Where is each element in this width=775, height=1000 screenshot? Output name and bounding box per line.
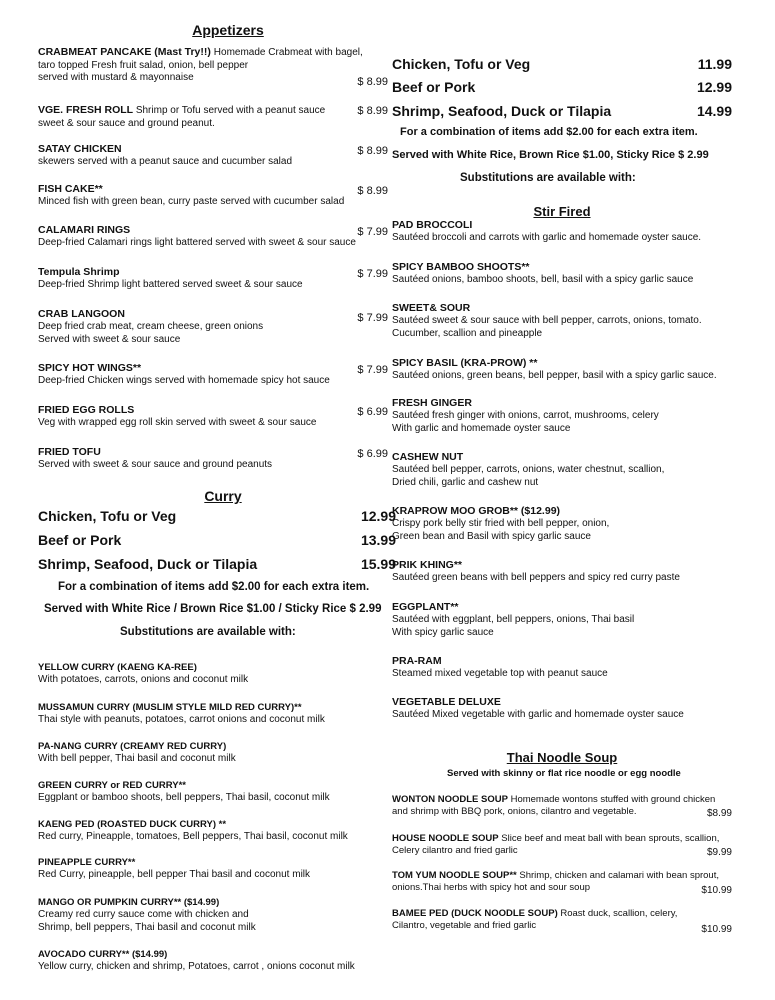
item-name: CALAMARI RINGS — [38, 224, 131, 236]
item-name: PRA-RAM — [392, 655, 442, 667]
item-name: MANGO OR PUMPKIN CURRY** ($14.99) — [38, 897, 220, 908]
price-value: 12.99 — [696, 79, 732, 95]
item-desc: sweet & sour sauce and ground peanut. — [38, 117, 215, 129]
item-name: PRIK KHING** — [392, 559, 463, 571]
item-desc: With spicy garlic sauce — [392, 626, 494, 638]
item-desc: Shrimp or Tofu served with a peanut sauce — [135, 105, 326, 116]
curry-item — [38, 701, 388, 727]
item-price: $10.99 — [701, 924, 732, 935]
item-desc: With potatoes, carrots, onions and coconut milk — [38, 674, 249, 685]
curry-item — [38, 896, 388, 934]
item-name: SWEET& SOUR — [392, 302, 471, 314]
appetizer-item — [38, 308, 388, 346]
appetizer-item — [38, 224, 388, 250]
item-price: $10.99 — [701, 885, 732, 896]
item-desc: Crispy pork belly stir fried with bell pepper, onion, — [392, 518, 610, 529]
item-desc: Deep fried crab meat, cream cheese, green onions — [38, 321, 264, 332]
item-desc: taro topped Fresh fruit salad, onion, bell pepper — [38, 59, 249, 71]
item-price: $ 7.99 — [357, 268, 388, 280]
appetizer-item — [38, 266, 388, 292]
price-value: 13.99 — [360, 532, 396, 548]
item-name: VEGETABLE DELUXE — [392, 696, 501, 708]
item-name: FRESH GINGER — [392, 397, 472, 409]
item-name: PINEAPPLE CURRY** — [38, 857, 136, 868]
item-desc: Sautéed green beans with bell peppers and spicy red curry paste — [392, 572, 680, 583]
item-name: TOM YUM NOODLE SOUP** — [392, 870, 517, 881]
item-name: FISH CAKE** — [38, 183, 103, 195]
item-desc: Thai style with peanuts, potatoes, carrot onions and coconut milk — [38, 714, 325, 725]
combo-note: For a combination of items add $2.00 for each extra item. — [58, 581, 370, 593]
item-name: AVOCADO CURRY** ($14.99) — [38, 949, 168, 960]
item-price: $ 8.99 — [357, 145, 388, 157]
price-label: Beef or Pork — [392, 79, 476, 95]
item-desc: Sautéed bell pepper, carrots, onions, water chestnut, scallion, — [392, 464, 665, 475]
noodle-item — [392, 870, 732, 894]
item-desc: Red Curry, pineapple, bell pepper Thai basil and coconut milk — [38, 869, 311, 880]
item-name: FRIED TOFU — [38, 446, 101, 458]
noodle-soup-subheading: Served with skinny or flat rice noodle or egg noodle — [447, 768, 681, 779]
curry-heading: Curry — [204, 488, 242, 504]
item-desc: Yellow curry, chicken and shrimp, Potatoes, carrot , onions coconut milk — [38, 961, 355, 972]
noodle-soup-heading: Thai Noodle Soup — [506, 750, 618, 765]
stir-item — [392, 302, 732, 340]
item-desc: Homemade Crabmeat with bagel, — [213, 47, 363, 58]
item-desc: Shrimp, chicken and calamari with bean sprout, — [519, 870, 719, 881]
item-name: KAENG PED (ROASTED DUCK CURRY) ** — [38, 819, 227, 830]
appetizer-item — [38, 404, 388, 430]
stir-item — [392, 559, 732, 585]
stir-item — [392, 655, 732, 681]
appetizer-item — [38, 104, 388, 130]
item-desc: skewers served with a peanut sauce and cucumber salad — [38, 156, 293, 167]
item-desc: Homemade wontons stuffed with ground chicken — [510, 794, 716, 805]
item-price: $ 8.99 — [357, 76, 388, 88]
curry-item — [38, 661, 388, 687]
item-desc: Cilantro, vegetable and fried garlic — [392, 920, 537, 931]
item-desc: Creamy red curry sauce come with chicken and — [38, 909, 249, 920]
stir-price-line — [392, 79, 732, 95]
price-label: Chicken, Tofu or Veg — [38, 508, 177, 524]
item-name: VGE. FRESH ROLL — [38, 104, 133, 116]
noodle-item — [392, 908, 732, 935]
item-desc: served with mustard & mayonnaise — [38, 72, 194, 83]
rice-note: Served with White Rice, Brown Rice $1.00, Sticky Rice $ 2.99 — [392, 149, 709, 161]
item-name: CRAB LANGOON — [38, 308, 125, 320]
curry-price-line — [38, 556, 396, 572]
stir-price-line — [392, 103, 732, 119]
stir-item — [392, 696, 732, 722]
price-label: Chicken, Tofu or Veg — [392, 56, 531, 72]
item-desc: Deep-fried Shrimp light battered served sweet & sour sauce — [38, 279, 303, 290]
curry-item — [38, 779, 388, 805]
item-name: FRIED EGG ROLLS — [38, 404, 135, 416]
item-name: Tempula Shrimp — [38, 266, 120, 278]
item-desc: onions.Thai herbs with spicy hot and sour soup — [392, 882, 591, 893]
item-name: WONTON NOODLE SOUP — [392, 794, 508, 805]
item-name: HOUSE NOODLE SOUP — [392, 833, 499, 844]
item-desc: Deep-fried Calamari rings light battered served with sweet & sour sauce — [38, 237, 356, 248]
item-desc: Slice beef and meat ball with bean sprouts, scallion, — [501, 833, 720, 844]
price-value: 14.99 — [696, 103, 732, 119]
item-desc: and shrimp with BBQ pork, onions, cilantro and vegetable. — [392, 806, 637, 817]
noodle-item — [392, 794, 732, 818]
curry-price-line — [38, 532, 396, 548]
item-desc: Served with sweet & sour sauce and ground peanuts — [38, 459, 273, 470]
item-desc: Cucumber, scallion and pineapple — [392, 327, 543, 339]
item-desc: Sautéed with eggplant, bell peppers, onions, Thai basil — [392, 614, 635, 625]
item-name: EGGPLANT** — [392, 601, 459, 613]
item-name: PAD BROCCOLI — [392, 219, 473, 231]
price-value: 15.99 — [360, 556, 396, 572]
item-desc: Sautéed onions, bamboo shoots, bell, basil with a spicy garlic sauce — [392, 274, 694, 285]
appetizer-item — [38, 183, 388, 209]
curry-price-line — [38, 508, 396, 524]
item-desc: Green bean and Basil with spicy garlic sauce — [392, 530, 591, 542]
item-price: $ 6.99 — [357, 448, 388, 460]
appetizer-item — [38, 46, 388, 88]
item-name: SPICY HOT WINGS** — [38, 362, 142, 374]
appetizer-item — [38, 143, 388, 169]
item-desc: Veg with wrapped egg roll skin served with sweet & sour sauce — [38, 417, 317, 428]
item-desc: Sautéed broccoli and carrots with garlic and homemade oyster sauce. — [392, 232, 702, 243]
stir-item — [392, 219, 732, 245]
curry-item — [38, 818, 388, 844]
item-name: SATAY CHICKEN — [38, 143, 122, 155]
item-price: $ 6.99 — [357, 406, 388, 418]
item-desc: Served with sweet & sour sauce — [38, 333, 181, 345]
item-price: $ 7.99 — [357, 364, 388, 376]
item-name: CASHEW NUT — [392, 451, 464, 463]
item-desc: Dried chili, garlic and cashew nut — [392, 476, 539, 488]
curry-item — [38, 948, 388, 974]
item-desc: Shrimp, bell peppers, Thai basil and coconut milk — [38, 921, 256, 933]
stir-item — [392, 601, 732, 639]
appetizer-item — [38, 446, 388, 472]
item-price: $ 7.99 — [357, 226, 388, 238]
price-value: 12.99 — [360, 508, 396, 524]
item-name: GREEN CURRY or RED CURRY** — [38, 780, 186, 791]
item-desc: Minced fish with green bean, curry paste served with cucumber salad — [38, 196, 345, 207]
stir-fired-heading: Stir Fired — [533, 204, 591, 219]
curry-item — [38, 856, 388, 882]
item-name: YELLOW CURRY (KAENG KA-REE) — [38, 662, 197, 673]
price-value: 11.99 — [697, 56, 732, 72]
rice-note: Served with White Rice / Brown Rice $1.00 / Sticky Rice $ 2.99 — [44, 603, 382, 615]
item-desc: Red curry, Pineapple, tomatoes, Bell peppers, Thai basil, coconut milk — [38, 831, 348, 842]
combo-note: For a combination of items add $2.00 for each extra item. — [400, 126, 698, 138]
price-label: Shrimp, Seafood, Duck or Tilapia — [392, 103, 612, 119]
item-desc: Deep-fried Chicken wings served with homemade spicy hot sauce — [38, 375, 330, 386]
item-price: $ 8.99 — [357, 105, 388, 117]
stir-item — [392, 397, 732, 435]
item-desc: Steamed mixed vegetable top with peanut sauce — [392, 668, 608, 679]
substitutions-note: Substitutions are available with: — [120, 626, 296, 638]
item-desc: Roast duck, scallion, celery, — [560, 908, 678, 919]
item-price: $9.99 — [706, 847, 732, 858]
item-name: MUSSAMUN CURRY (MUSLIM STYLE MILD RED CURRY)** — [38, 702, 302, 713]
item-name: KRAPROW MOO GROB** ($12.99) — [392, 505, 561, 517]
noodle-item — [392, 833, 732, 857]
item-desc: Eggplant or bamboo shoots, bell peppers, Thai basil, coconut milk — [38, 792, 330, 803]
item-name: PA-NANG CURRY (CREAMY RED CURRY) — [38, 741, 227, 752]
item-desc: Celery cilantro and fried garlic — [392, 845, 518, 856]
price-label: Beef or Pork — [38, 532, 122, 548]
price-label: Shrimp, Seafood, Duck or Tilapia — [38, 556, 258, 572]
stir-item — [392, 357, 732, 383]
stir-item — [392, 505, 732, 543]
curry-item — [38, 740, 388, 766]
item-price: $ 7.99 — [357, 312, 388, 324]
item-desc: With bell pepper, Thai basil and coconut milk — [38, 753, 236, 764]
item-name: SPICY BASIL (KRA-PROW) ** — [392, 357, 538, 369]
item-name: CRABMEAT PANCAKE (Mast Try!!) — [38, 46, 211, 58]
item-desc: Sautéed onions, green beans, bell pepper, basil with a spicy garlic sauce. — [392, 370, 717, 381]
appetizer-item — [38, 362, 388, 388]
substitutions-note: Substitutions are available with: — [460, 172, 636, 184]
item-desc: Sautéed Mixed vegetable with garlic and homemade oyster sauce — [392, 709, 684, 720]
item-price: $ 8.99 — [357, 185, 388, 197]
stir-item — [392, 261, 732, 287]
appetizers-heading: Appetizers — [192, 22, 264, 38]
item-price: $8.99 — [706, 808, 732, 819]
item-desc: Sautéed fresh ginger with onions, carrot, mushrooms, celery — [392, 410, 659, 421]
item-desc: With garlic and homemade oyster sauce — [392, 422, 571, 434]
stir-price-line — [392, 56, 732, 72]
item-desc: Sautéed sweet & sour sauce with bell pepper, carrots, onions, tomato. — [392, 315, 702, 326]
item-name: SPICY BAMBOO SHOOTS** — [392, 261, 530, 273]
item-name: BAMEE PED (DUCK NOODLE SOUP) — [392, 908, 558, 919]
stir-item — [392, 451, 732, 489]
